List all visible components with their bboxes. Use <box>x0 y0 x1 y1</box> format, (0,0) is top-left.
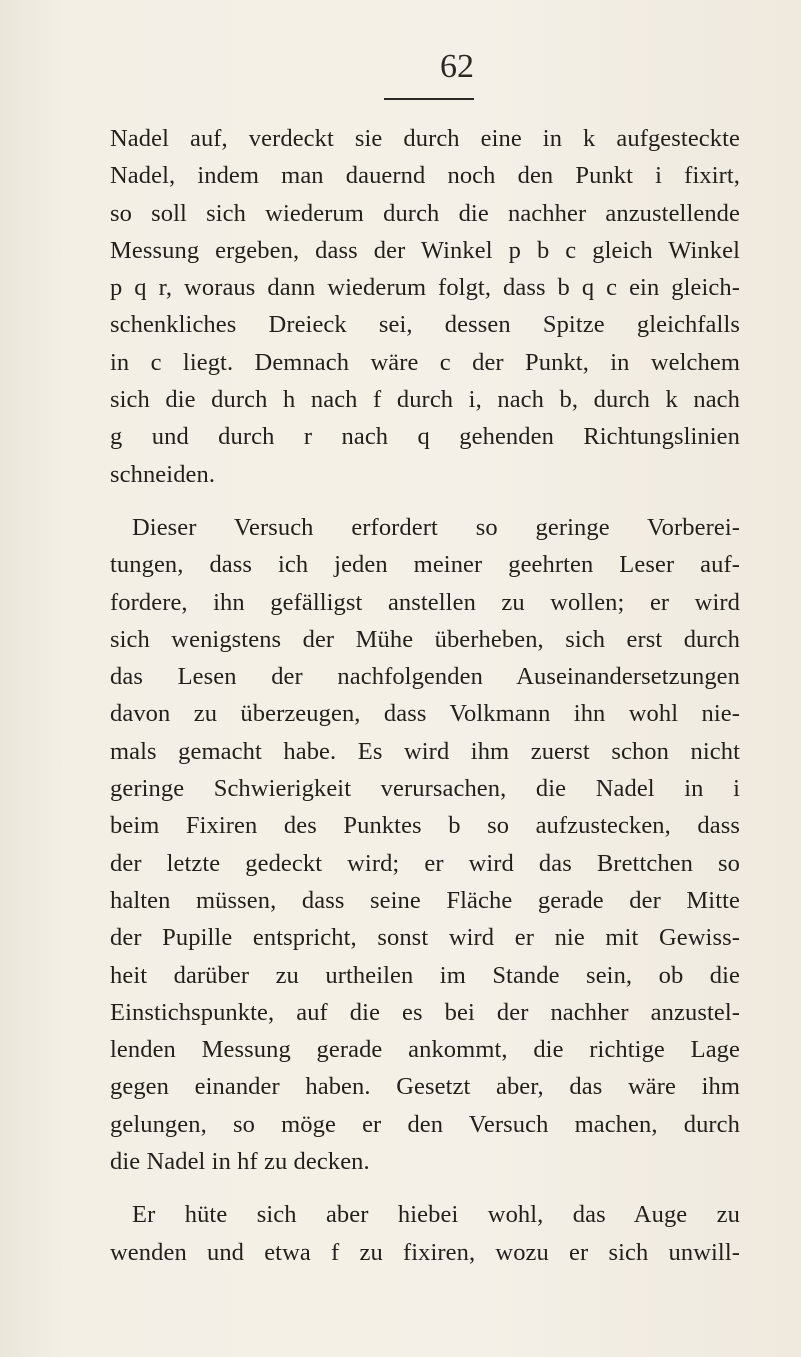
text-line: Messung ergeben, dass der Winkel p b c gleich Winkel <box>110 236 740 264</box>
text-line: p q r, woraus dann wiederum folgt, dass b q c ein gleich- <box>110 274 740 302</box>
text-line: Nadel auf, verdeckt sie durch eine in k aufgesteckte <box>110 125 740 152</box>
text-line: so soll sich wiederum durch die nachher anzustellende <box>110 199 740 227</box>
text-line: in c liegt. Demnach wäre c der Punkt, in welchem <box>110 348 740 376</box>
text-line: davon zu überzeugen, dass Volkmann ihn wohl nie- <box>110 700 740 728</box>
page-number: 62 <box>440 48 474 85</box>
text-line: lenden Messung gerade ankommt, die richtige Lage <box>110 1036 740 1064</box>
text-line: die Nadel in hf zu decken. <box>110 1148 370 1176</box>
text-line: beim Fixiren des Punktes b so aufzustecken, dass <box>110 812 740 840</box>
text-line: sich wenigstens der Mühe überheben, sich erst durch <box>110 625 740 653</box>
text-line: Dieser Versuch erfordert so geringe Vorberei- <box>132 513 740 541</box>
text-line: der letzte gedeckt wird; er wird das Brettchen so <box>110 849 740 877</box>
paragraph <box>110 1196 740 1271</box>
text-line: mals gemacht habe. Es wird ihm zuerst schon nicht <box>110 737 740 765</box>
text-line: schneiden. <box>110 460 216 488</box>
paragraph <box>110 509 740 1180</box>
text-line: fordere, ihn gefälligst anstellen zu wollen; er wird <box>110 588 740 616</box>
text-line: gegen einander haben. Gesetzt aber, das wäre ihm <box>110 1073 740 1101</box>
body-text <box>110 120 740 1271</box>
text-line: das Lesen der nachfolgenden Auseinandersetzungen <box>110 663 740 691</box>
text-line: gelungen, so möge er den Versuch machen, durch <box>110 1110 740 1138</box>
text-line: der Pupille entspricht, sonst wird er nie mit Gewiss- <box>110 924 740 952</box>
text-line: geringe Schwierigkeit verursachen, die Nadel in i <box>110 775 740 803</box>
text-line: halten müssen, dass seine Fläche gerade der Mitte <box>110 886 740 914</box>
text-line: sich die durch h nach f durch i, nach b, durch k nach <box>110 386 740 414</box>
text-line: Einstichspunkte, auf die es bei der nachher anzustel- <box>110 998 740 1026</box>
text-line: schenkliches Dreieck sei, dessen Spitze gleichfalls <box>110 311 740 339</box>
text-line: Nadel, indem man dauernd noch den Punkt i fixirt, <box>110 162 740 190</box>
paragraph <box>110 120 740 493</box>
text-line: tungen, dass ich jeden meiner geehrten Leser auf- <box>110 551 740 579</box>
text-line: wenden und etwa f zu fixiren, wozu er sich unwill- <box>110 1238 740 1266</box>
text-line: g und durch r nach q gehenden Richtungslinien <box>110 423 740 451</box>
text-line: heit darüber zu urtheilen im Stande sein, ob die <box>110 961 740 989</box>
header-rule <box>384 98 474 100</box>
text-line: Er hüte sich aber hiebei wohl, das Auge zu <box>132 1201 740 1229</box>
